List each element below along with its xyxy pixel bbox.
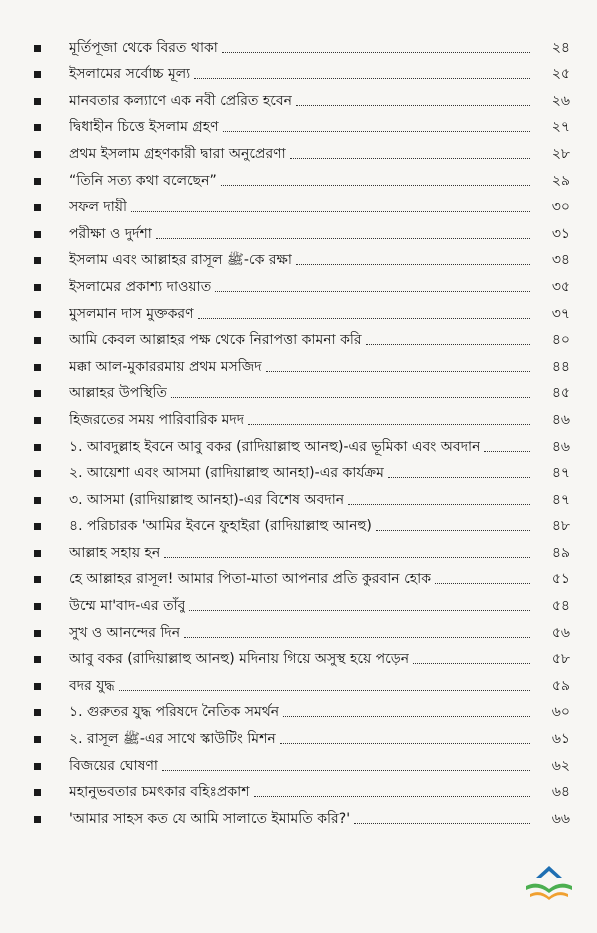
bullet-icon bbox=[34, 311, 41, 318]
dot-leader bbox=[164, 557, 530, 558]
bullet-icon bbox=[34, 523, 41, 530]
dot-leader bbox=[254, 796, 530, 797]
toc-entry-page: ৬২ bbox=[551, 757, 570, 774]
dot-leader bbox=[296, 105, 530, 106]
dot-leader bbox=[366, 344, 530, 345]
toc-entry-page: ৪৪ bbox=[551, 358, 570, 375]
toc-entry bbox=[34, 456, 570, 483]
toc-entry-page: ৪৯ bbox=[551, 544, 570, 561]
toc-entry-title: “তিনি সত্য কথা বলেছেন” bbox=[69, 172, 217, 189]
toc-entry bbox=[34, 57, 570, 84]
bullet-icon bbox=[34, 789, 41, 796]
dot-leader bbox=[131, 211, 530, 212]
toc-entry bbox=[34, 110, 570, 137]
toc-entry-page: ২৮ bbox=[551, 145, 570, 162]
bullet-icon bbox=[34, 603, 41, 610]
dot-leader bbox=[184, 637, 530, 638]
toc-entry-page: ৪৮ bbox=[551, 518, 570, 535]
bullet-icon bbox=[34, 124, 41, 131]
bullet-icon bbox=[34, 417, 41, 424]
bullet-icon bbox=[34, 683, 41, 690]
toc-entry bbox=[34, 190, 570, 217]
dot-leader bbox=[215, 291, 530, 292]
toc-entry bbox=[34, 323, 570, 350]
dot-leader bbox=[171, 397, 530, 398]
toc-entry-page: ৫৬ bbox=[551, 624, 570, 641]
toc-entry-title: সুখ ও আনন্দের দিন bbox=[69, 624, 181, 641]
dot-leader bbox=[189, 610, 530, 611]
bullet-icon bbox=[34, 231, 41, 238]
toc-entry-title: ইসলামের প্রকাশ্য দাওয়াত bbox=[69, 278, 212, 295]
toc-entry-title: পরীক্ষা ও দুর্দশা bbox=[69, 225, 152, 242]
bullet-icon bbox=[34, 151, 41, 158]
toc-entry-page: ২৬ bbox=[551, 92, 570, 109]
bullet-icon bbox=[34, 736, 41, 743]
dot-leader bbox=[413, 663, 530, 664]
bullet-icon bbox=[34, 497, 41, 504]
bullet-icon bbox=[34, 444, 41, 451]
toc-entry-title: মক্কা আল-মুকাররমায় প্রথম মসজিদ bbox=[69, 358, 262, 375]
toc-entry-page: ৫৮ bbox=[551, 651, 570, 668]
toc-entry-title: ১. আবদুল্লাহ ইবনে আবু বকর (রাদিয়াল্লাহু আনহু)-এর ভূমিকা এবং অবদান bbox=[69, 438, 481, 455]
dot-leader bbox=[222, 52, 530, 53]
bullet-icon bbox=[34, 630, 41, 637]
bullet-icon bbox=[34, 364, 41, 371]
dot-leader bbox=[198, 318, 530, 319]
toc-entry-title: ১. গুরুতর যুদ্ধ পরিষদে নৈতিক সমর্থন bbox=[69, 704, 280, 721]
toc-entry-page: ৪৭ bbox=[551, 465, 570, 482]
table-of-contents bbox=[34, 30, 570, 828]
dot-leader bbox=[194, 78, 530, 79]
toc-entry-page: ৪৬ bbox=[551, 411, 570, 428]
toc-entry-title: হে আল্লাহর রাসূল! আমার পিতা-মাতা আপনার প্রতি কুরবান হোক bbox=[69, 571, 431, 588]
toc-entry-page: ৪৭ bbox=[551, 491, 570, 508]
dot-leader bbox=[283, 716, 530, 717]
toc-entry bbox=[34, 349, 570, 376]
dot-leader bbox=[162, 770, 530, 771]
toc-entry-title: ৩. আসমা (রাদিয়াল্লাহু আনহা)-এর বিশেষ অবদান bbox=[69, 491, 345, 508]
toc-entry-title: মূর্তিপূজা থেকে বিরত থাকা bbox=[69, 39, 218, 56]
toc-entry-title: আমি কেবল আল্লাহর পক্ষ থেকে নিরাপত্তা কামনা করি bbox=[69, 332, 362, 349]
toc-entry-page: ৪৫ bbox=[551, 385, 570, 402]
dot-leader bbox=[376, 530, 530, 531]
toc-entry-page: ৫৪ bbox=[551, 598, 570, 615]
dot-leader bbox=[354, 823, 530, 824]
toc-entry-title: ৪. পরিচারক 'আমির ইবনে ফুহাইরা (রাদিয়াল্লাহু আনহু) bbox=[69, 518, 372, 535]
toc-entry-title: দ্বিধাহীন চিত্তে ইসলাম গ্রহণ bbox=[69, 119, 219, 136]
toc-entry-page: ৫৯ bbox=[551, 677, 570, 694]
toc-entry-title: আল্লাহর উপস্থিতি bbox=[69, 385, 168, 402]
bullet-icon bbox=[34, 257, 41, 264]
toc-entry-title: ইসলামের সর্বোচ্চ মূল্য bbox=[69, 66, 191, 83]
bullet-icon bbox=[34, 204, 41, 211]
toc-entry-title: হিজরতের সময় পারিবারিক মদদ bbox=[69, 411, 245, 428]
toc-entry-page: ৬৬ bbox=[551, 810, 570, 827]
bullet-icon bbox=[34, 284, 41, 291]
toc-entry bbox=[34, 296, 570, 323]
toc-entry bbox=[34, 402, 570, 429]
toc-entry bbox=[34, 535, 570, 562]
bullet-icon bbox=[34, 71, 41, 78]
toc-entry-page: ৪৬ bbox=[551, 438, 570, 455]
toc-entry bbox=[34, 216, 570, 243]
toc-entry-page: ২৯ bbox=[551, 172, 570, 189]
toc-entry bbox=[34, 562, 570, 589]
toc-entry-page: ৩৪ bbox=[551, 252, 570, 269]
toc-entry bbox=[34, 269, 570, 296]
bullet-icon bbox=[34, 576, 41, 583]
dot-leader bbox=[435, 583, 530, 584]
toc-entry bbox=[34, 30, 570, 57]
toc-entry-title: ২. আয়েশা এবং আসমা (রাদিয়াল্লাহু আনহা)-এর কার্যক্রম bbox=[69, 465, 384, 482]
toc-entry-page: ৬৪ bbox=[551, 784, 570, 801]
dot-leader bbox=[119, 690, 530, 691]
toc-entry-page: ৬১ bbox=[551, 731, 570, 748]
toc-entry bbox=[34, 668, 570, 695]
bullet-icon bbox=[34, 470, 41, 477]
toc-entry bbox=[34, 376, 570, 403]
bullet-icon bbox=[34, 709, 41, 716]
toc-entry-title: প্রথম ইসলাম গ্রহণকারী দ্বারা অনুপ্রেরণা bbox=[69, 145, 286, 162]
dot-leader bbox=[280, 743, 530, 744]
toc-entry-page: ৫১ bbox=[551, 571, 570, 588]
toc-entry bbox=[34, 243, 570, 270]
toc-entry bbox=[34, 642, 570, 669]
toc-entry-title: ২. রাসূল ﷺ-এর সাথে স্কাউটিং মিশন bbox=[69, 731, 276, 748]
dot-leader bbox=[290, 158, 530, 159]
toc-entry bbox=[34, 748, 570, 775]
toc-entry bbox=[34, 482, 570, 509]
toc-entry bbox=[34, 83, 570, 110]
toc-entry-page: ৩০ bbox=[551, 199, 570, 216]
dot-leader bbox=[248, 424, 530, 425]
toc-entry bbox=[34, 163, 570, 190]
dot-leader bbox=[266, 371, 530, 372]
publisher-logo-icon bbox=[520, 862, 578, 904]
toc-entry-title: সফল দায়ী bbox=[69, 199, 128, 216]
dot-leader bbox=[388, 477, 530, 478]
toc-entry-title: মানবতার কল্যাণে এক নবী প্রেরিত হবেন bbox=[69, 92, 293, 109]
bullet-icon bbox=[34, 390, 41, 397]
bullet-icon bbox=[34, 178, 41, 185]
toc-entry bbox=[34, 695, 570, 722]
bullet-icon bbox=[34, 550, 41, 557]
toc-entry-title: বিজয়ের ঘোষণা bbox=[69, 757, 158, 774]
bullet-icon bbox=[34, 337, 41, 344]
toc-entry-title: আল্লাহ সহায় হন bbox=[69, 544, 161, 561]
bullet-icon bbox=[34, 763, 41, 770]
dot-leader bbox=[484, 451, 530, 452]
toc-entry-page: ৩৭ bbox=[551, 305, 570, 322]
toc-entry-page: ৬০ bbox=[551, 704, 570, 721]
toc-entry-page: ৪০ bbox=[551, 332, 570, 349]
dot-leader bbox=[223, 131, 530, 132]
dot-leader bbox=[156, 238, 530, 239]
toc-entry-page: ৩১ bbox=[551, 225, 570, 242]
dot-leader bbox=[221, 185, 530, 186]
bullet-icon bbox=[34, 656, 41, 663]
bullet-icon bbox=[34, 98, 41, 105]
toc-entry-title: আবু বকর (রাদিয়াল্লাহু আনহু) মদিনায় গিয়ে অসুস্থ হয়ে পড়েন bbox=[69, 651, 410, 668]
toc-entry-page: ২৭ bbox=[551, 119, 570, 136]
toc-entry bbox=[34, 509, 570, 536]
toc-entry-title: মুসলমান দাস মুক্তকরণ bbox=[69, 305, 194, 322]
toc-entry bbox=[34, 136, 570, 163]
toc-entry-title: বদর যুদ্ধ bbox=[69, 677, 115, 694]
toc-entry-page: ২৪ bbox=[551, 39, 570, 56]
bullet-icon bbox=[34, 45, 41, 52]
toc-entry bbox=[34, 801, 570, 828]
toc-entry-title: উম্মে মা'বাদ-এর তাঁবু bbox=[69, 598, 186, 615]
dot-leader bbox=[348, 504, 530, 505]
bullet-icon bbox=[34, 816, 41, 823]
toc-entry-title: ইসলাম এবং আল্লাহর রাসূল ﷺ-কে রক্ষা bbox=[69, 252, 292, 269]
toc-entry bbox=[34, 615, 570, 642]
toc-entry-title: 'আমার সাহস কত যে আমি সালাতে ইমামতি করি?' bbox=[69, 810, 351, 827]
toc-entry-page: ২৫ bbox=[551, 66, 570, 83]
toc-entry bbox=[34, 429, 570, 456]
toc-entry bbox=[34, 721, 570, 748]
dot-leader bbox=[296, 264, 530, 265]
toc-entry-page: ৩৫ bbox=[551, 278, 570, 295]
toc-entry bbox=[34, 775, 570, 802]
toc-entry bbox=[34, 588, 570, 615]
toc-entry-title: মহানুভবতার চমৎকার বহিঃপ্রকাশ bbox=[69, 784, 250, 801]
